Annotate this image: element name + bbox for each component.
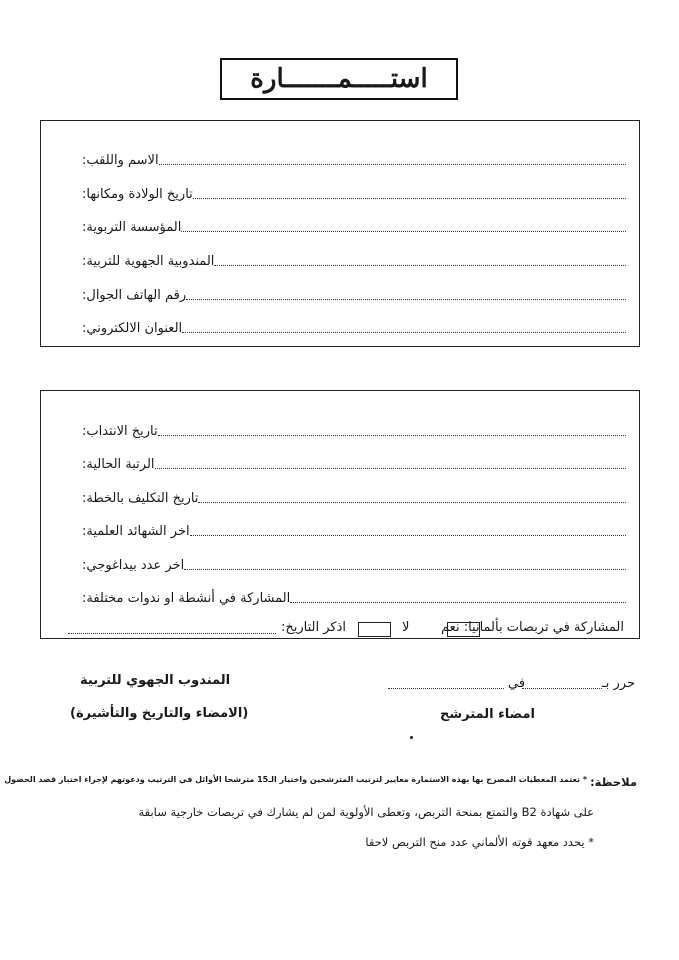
field-label: المندوبية الجهوية للتربية: <box>82 254 215 269</box>
field-activities[interactable] <box>78 585 626 607</box>
field-current-rank[interactable] <box>78 451 626 473</box>
field-name[interactable] <box>78 147 626 169</box>
field-assignment-date[interactable] <box>78 485 626 507</box>
dotted-line[interactable] <box>184 569 626 570</box>
dotted-line[interactable] <box>181 231 626 232</box>
field-delegation[interactable] <box>78 248 626 270</box>
form-title: استـــــمـــــــارة <box>220 58 458 100</box>
delegate-sign-label: (الامضاء والتاريخ والتأشيرة) <box>70 706 249 721</box>
field-school[interactable] <box>78 214 626 236</box>
yes-checkbox[interactable] <box>447 622 480 637</box>
dotted-line[interactable] <box>190 535 626 536</box>
field-phone[interactable] <box>78 282 626 304</box>
dot-mark <box>410 736 413 739</box>
date-label: اذكر التاريخ: <box>281 620 347 635</box>
no-label: لا <box>402 620 410 635</box>
place-dotted-line[interactable] <box>522 688 602 689</box>
dotted-line[interactable] <box>193 198 626 199</box>
field-label: تاريخ الانتداب: <box>82 424 158 439</box>
note-line-3: * يحدد معهد قوته الألماني عدد منح التربص لاحقا <box>365 835 594 849</box>
field-pedagogical-score[interactable] <box>78 552 626 574</box>
dotted-line[interactable] <box>159 164 626 165</box>
note-line-2: على شهادة B2 والتمتع بمنحة التربص، وتعطى الأولوية لمن لم يشارك في تربصات خارجية سابقة <box>138 805 594 819</box>
note-line-1: * تعتمد المعطيات المصرح بها بهذه الاستمارة معايير لترتيب المترشحين واختيار الـ15 مترشحا الأوائل في الترتيب ودعوتهم لإجراء اختبار قصد الحصول <box>4 775 587 784</box>
no-checkbox[interactable] <box>358 622 391 637</box>
field-label: المشاركة في أنشطة او ندوات مختلفة: <box>82 591 291 606</box>
field-label: المؤسسة التربوية: <box>82 220 182 235</box>
field-label: اخر الشهائد العلمية: <box>82 524 190 539</box>
dotted-line[interactable] <box>198 502 626 503</box>
field-label: رقم الهاتف الجوال: <box>82 288 187 303</box>
date-sign-dotted-line[interactable] <box>388 688 504 689</box>
dotted-line[interactable] <box>155 468 626 469</box>
on-label: في <box>508 676 526 691</box>
note-heading: ملاحظة: <box>590 775 637 789</box>
field-email[interactable] <box>78 315 626 337</box>
dotted-line[interactable] <box>214 265 626 266</box>
field-label: تاريخ التكليف بالخطة: <box>82 491 199 506</box>
field-label: الاسم واللقب: <box>82 153 159 168</box>
field-label: الرتبة الحالية: <box>82 457 155 472</box>
dotted-line[interactable] <box>158 435 626 436</box>
field-label: تاريخ الولادة ومكانها: <box>82 187 193 202</box>
dotted-line[interactable] <box>182 332 626 333</box>
field-degree[interactable] <box>78 518 626 540</box>
written-at-label: حرر بـ <box>601 676 635 691</box>
regional-delegate-label: المندوب الجهوي للتربية <box>80 673 231 688</box>
field-label: اخر عدد بيداغوجي: <box>82 558 185 573</box>
candidate-sign-label: امضاء المترشح <box>440 707 535 722</box>
field-appointment-date[interactable] <box>78 418 626 440</box>
dotted-line[interactable] <box>290 602 626 603</box>
dotted-line[interactable] <box>186 299 626 300</box>
germany-label: المشاركة في تربصات بألمانيا: نعم <box>441 620 624 635</box>
field-birth[interactable] <box>78 181 626 203</box>
field-label: العنوان الالكتروني: <box>82 321 183 336</box>
date-dotted-line[interactable] <box>68 633 276 634</box>
